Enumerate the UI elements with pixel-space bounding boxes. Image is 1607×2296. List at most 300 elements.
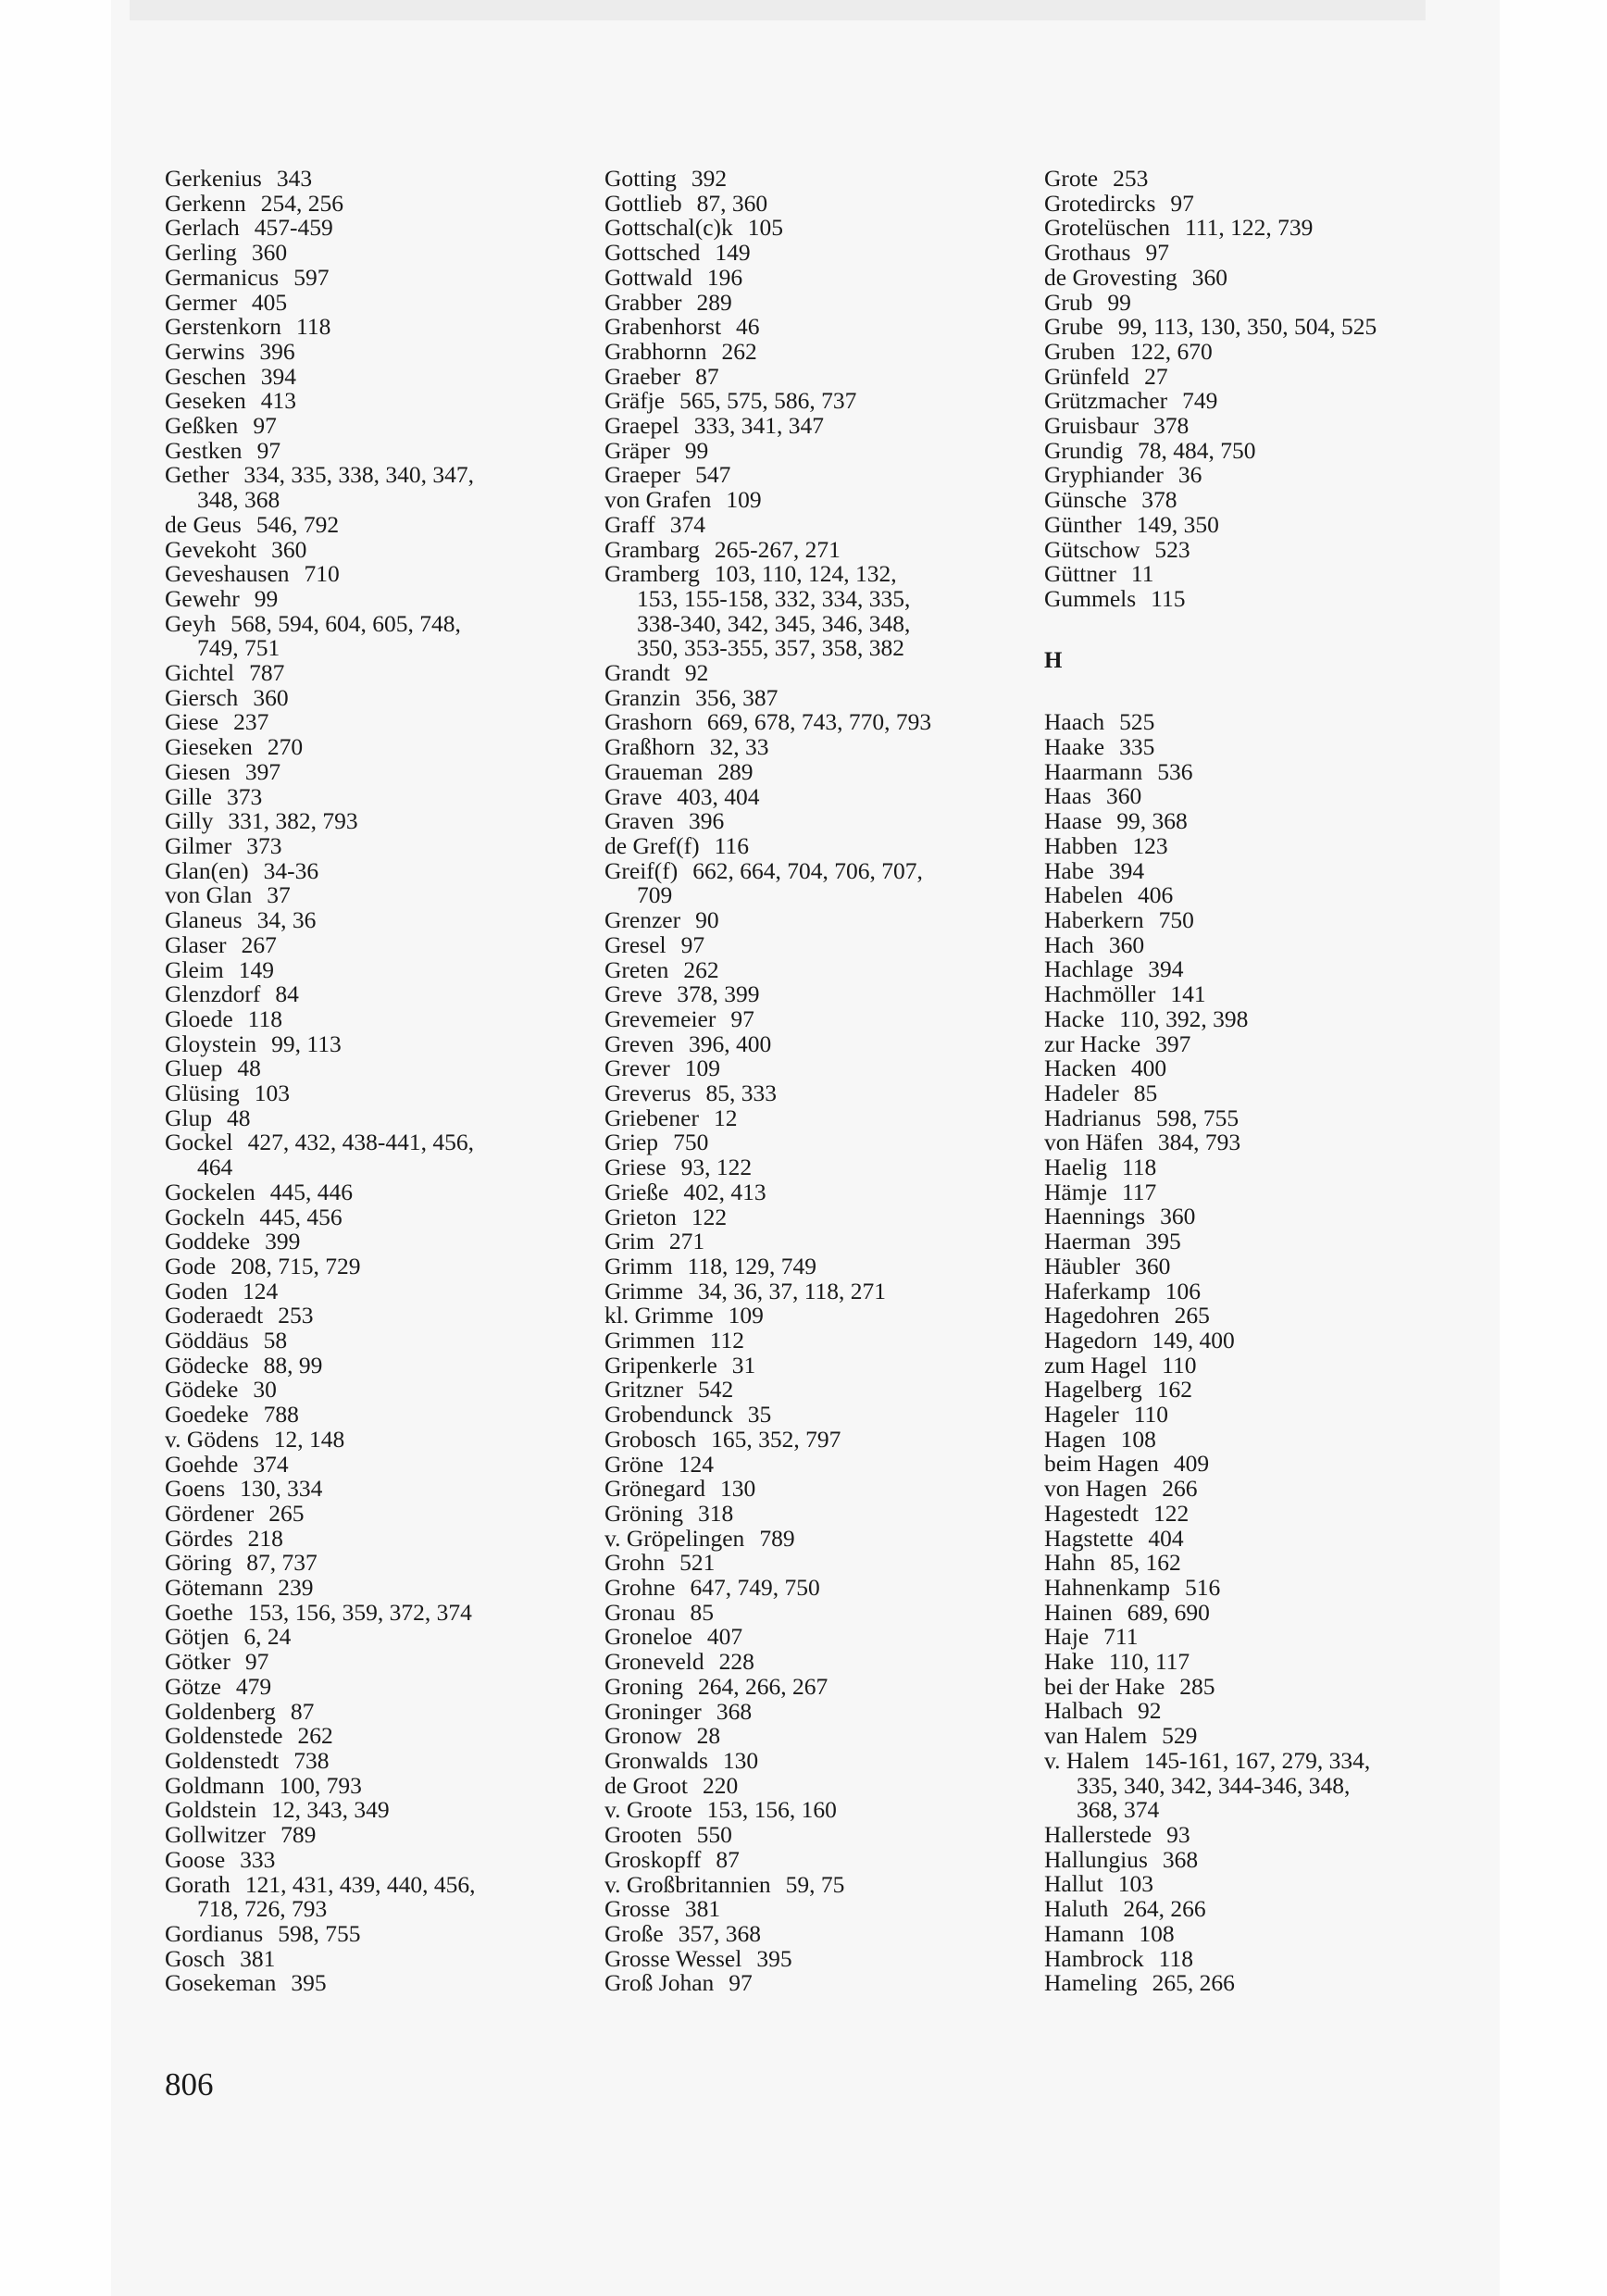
entry-page-refs: 331, 382, 793	[228, 807, 358, 835]
entry-name: Groneveld	[604, 1648, 704, 1676]
index-entry	[604, 167, 1012, 192]
index-entry	[1044, 510, 1451, 538]
index-entry	[604, 710, 1012, 735]
entry-name: Gräfje	[604, 387, 666, 415]
entry-page-refs: 145-161, 167, 279, 334,	[1143, 1746, 1371, 1774]
entry-name: Gronau	[604, 1598, 676, 1626]
entry-name: Häubler	[1044, 1252, 1121, 1279]
index-entry	[604, 436, 1012, 464]
entry-page-refs: 360	[1191, 263, 1228, 291]
index-entry	[1044, 1872, 1451, 1897]
index-entry	[1044, 1254, 1451, 1279]
entry-page-refs: 403, 404	[677, 782, 760, 810]
entry-page-refs: 407	[706, 1623, 743, 1651]
entry-name: Goldenstedt	[165, 1747, 280, 1774]
index-entry	[604, 1229, 1012, 1254]
entry-name: Götjen	[165, 1623, 230, 1651]
index-entry	[165, 1029, 572, 1057]
entry-page-refs: 196	[706, 263, 743, 291]
entry-page-refs: 521	[679, 1549, 716, 1577]
index-entry	[1044, 905, 1451, 933]
entry-name: Grobosch	[604, 1425, 697, 1453]
index-entry	[604, 263, 1012, 291]
index-entry	[1044, 1326, 1451, 1354]
index-entry	[165, 1351, 572, 1379]
index-entry	[604, 856, 1012, 909]
index-entry	[165, 535, 572, 563]
entry-name: Gloede	[165, 1004, 233, 1032]
index-entry	[1044, 1081, 1451, 1106]
index-entry	[1044, 1699, 1451, 1724]
entry-name: Goddeke	[165, 1228, 251, 1255]
entry-page-refs: 11	[1130, 560, 1154, 588]
index-entry	[1044, 1524, 1451, 1552]
entry-page-refs: 479	[235, 1672, 272, 1700]
index-entry	[604, 1598, 1012, 1626]
index-entry	[165, 1576, 572, 1601]
entry-name: Hahnenkamp	[1044, 1573, 1170, 1601]
entry-page-refs: 87	[290, 1697, 315, 1725]
index-entry	[165, 1771, 572, 1799]
index-entry	[165, 1944, 572, 1972]
entry-name: Gerkenius	[165, 165, 262, 192]
entry-page-refs: 99	[684, 436, 709, 464]
entry-name: Grobendunck	[604, 1401, 733, 1429]
entry-page-refs: 360	[271, 535, 307, 563]
entry-page-refs: 141	[1170, 980, 1206, 1008]
entry-name: Hagedohren	[1044, 1302, 1160, 1329]
index-entry	[165, 883, 572, 908]
entry-name: Göddäus	[165, 1327, 249, 1354]
index-entry	[165, 241, 572, 266]
index-entry	[165, 510, 572, 538]
index-entry	[165, 1378, 572, 1403]
entry-name: Götze	[165, 1672, 221, 1700]
entry-page-refs: 396	[689, 807, 725, 835]
entry-page-refs: 103	[254, 1079, 291, 1107]
entry-name: Gockelen	[165, 1178, 255, 1205]
entry-name: Gleim	[165, 955, 224, 983]
entry-name: Gröning	[604, 1499, 683, 1527]
entry-name: Grever	[604, 1054, 670, 1082]
entry-page-refs-continued: 350, 353-355, 357, 358, 382	[637, 634, 904, 662]
entry-name: Grotelüschen	[1044, 214, 1170, 242]
entry-name: Gieseken	[165, 733, 253, 761]
entry-page-refs: 124	[242, 1277, 279, 1304]
entry-page-refs: 97	[680, 930, 705, 958]
index-entry	[165, 809, 572, 834]
entry-page-refs: 356, 387	[695, 683, 779, 711]
entry-page-refs: 565, 575, 586, 737	[679, 387, 857, 415]
entry-name: Glaneus	[165, 906, 243, 934]
index-entry	[604, 1576, 1012, 1601]
index-entry	[604, 1477, 1012, 1502]
entry-name: Gresel	[604, 930, 666, 958]
index-entry	[165, 1329, 572, 1354]
index-entry	[1044, 1229, 1451, 1254]
entry-name: Haberkern	[1044, 905, 1144, 933]
index-entry	[1044, 584, 1451, 612]
index-entry	[1044, 784, 1451, 809]
entry-page-refs: 262	[297, 1722, 333, 1750]
index-entry	[1044, 1180, 1451, 1205]
entry-page-refs: 84	[275, 980, 299, 1008]
entry-name: Hadeler	[1044, 1079, 1119, 1106]
entry-page-refs: 523	[1154, 535, 1190, 563]
entry-page-refs: 85	[1133, 1079, 1158, 1106]
entry-page-refs: 335	[1119, 733, 1155, 761]
entry-name: Große	[604, 1919, 664, 1947]
index-entry	[1044, 831, 1451, 859]
entry-name: Grimme	[604, 1277, 683, 1304]
entry-name: Glenzdorf	[165, 980, 261, 1008]
entry-page-refs: 394	[260, 362, 297, 390]
entry-page-refs: 31	[731, 1351, 756, 1379]
entry-page-refs: 162	[1156, 1376, 1192, 1404]
index-entry	[604, 1081, 1012, 1106]
index-entry	[1044, 1279, 1451, 1304]
index-entry	[604, 735, 1012, 760]
entry-name: Goedeke	[165, 1401, 249, 1429]
entry-name: Glüsing	[165, 1079, 240, 1107]
entry-page-refs: 289	[696, 288, 732, 316]
index-entry	[604, 661, 1012, 686]
index-entry	[604, 463, 1012, 488]
entry-page-refs: 318	[698, 1499, 734, 1527]
index-entry	[1044, 362, 1451, 390]
index-entry	[604, 1650, 1012, 1675]
entry-page-refs: 220	[702, 1771, 739, 1799]
entry-name: Goehde	[165, 1450, 239, 1478]
entry-name: Grünfeld	[1044, 362, 1130, 390]
entry-page-refs: 265	[1174, 1302, 1210, 1329]
entry-page-refs: 90	[695, 906, 719, 934]
index-entry	[165, 856, 572, 884]
entry-name: Hambrock	[1044, 1944, 1144, 1972]
entry-page-refs: 122	[691, 1203, 728, 1230]
entry-name: Gilmer	[165, 831, 232, 859]
index-entry	[604, 1625, 1012, 1650]
entry-name: Goens	[165, 1475, 226, 1503]
entry-name: Greverus	[604, 1079, 691, 1107]
entry-name: Grönegard	[604, 1475, 706, 1503]
entry-page-refs: 99, 368	[1116, 807, 1188, 835]
entry-name: Gottwald	[604, 263, 692, 291]
entry-name: von Grafen	[604, 486, 712, 514]
entry-page-refs: 116	[714, 831, 749, 859]
entry-name: Hacke	[1044, 1004, 1105, 1032]
entry-page-refs: 397	[1155, 1029, 1191, 1057]
entry-name: Gritzner	[604, 1376, 683, 1404]
index-entry	[165, 1724, 572, 1749]
index-entry	[165, 1697, 572, 1725]
entry-name: von Häfen	[1044, 1129, 1143, 1156]
index-entry	[1044, 1425, 1451, 1453]
entry-page-refs: 536	[1157, 757, 1193, 785]
index-entry	[165, 562, 572, 587]
index-entry	[604, 488, 1012, 513]
index-entry	[604, 831, 1012, 859]
index-entry	[1044, 1378, 1451, 1403]
index-entry	[1044, 1204, 1451, 1229]
index-entry	[1044, 463, 1451, 488]
entry-name: Graeper	[604, 461, 681, 489]
entry-page-refs: 789	[280, 1821, 317, 1849]
entry-name: Goldstein	[165, 1796, 257, 1824]
entry-page-refs-continued: 368, 374	[1077, 1796, 1160, 1824]
index-entry	[1044, 710, 1451, 735]
index-entry	[165, 1625, 572, 1650]
entry-name: Hach	[1044, 930, 1094, 958]
scan-top-edge	[130, 0, 1426, 20]
entry-page-refs: 48	[237, 1054, 261, 1082]
entry-name: Gottlieb	[604, 189, 682, 217]
entry-name: Goldenberg	[165, 1697, 276, 1725]
entry-name: Hadrianus	[1044, 1104, 1141, 1131]
entry-name: Gottschal(c)k	[604, 214, 733, 242]
entry-page-refs: 378	[1152, 412, 1190, 440]
entry-page-refs: 111, 122, 739	[1184, 214, 1314, 242]
entry-page-refs: 122, 670	[1129, 337, 1213, 365]
entry-name: Graueman	[604, 757, 704, 785]
entry-name: Hagedorn	[1044, 1326, 1138, 1354]
entry-name: Groneloe	[604, 1623, 692, 1651]
entry-page-refs: 568, 594, 604, 605, 748,	[230, 609, 461, 637]
entry-page-refs: 6, 24	[243, 1623, 292, 1651]
entry-name: Grabenhorst	[604, 313, 722, 341]
entry-name: bei der Hake	[1044, 1672, 1165, 1700]
entry-page-refs: 103, 110, 124, 132,	[714, 560, 897, 588]
index-entry	[604, 1106, 1012, 1131]
entry-name: v. Gödens	[165, 1425, 259, 1453]
index-entry	[604, 1524, 1012, 1552]
index-entry	[604, 1378, 1012, 1403]
entry-page-refs: 78, 484, 750	[1138, 436, 1256, 464]
entry-name: Grooten	[604, 1821, 682, 1849]
entry-name: Gordianus	[165, 1919, 264, 1947]
entry-page-refs: 378, 399	[677, 980, 760, 1008]
index-entry	[165, 1056, 572, 1081]
index-entry	[604, 1450, 1012, 1478]
entry-name: Geschen	[165, 362, 246, 390]
entry-name: Hagelberg	[1044, 1376, 1142, 1404]
entry-name: Haferkamp	[1044, 1277, 1151, 1304]
entry-page-refs: 237	[233, 708, 269, 736]
index-column-2	[604, 167, 1012, 1996]
entry-name: Gockeln	[165, 1203, 245, 1230]
entry-name: Goden	[165, 1277, 228, 1304]
entry-page-refs: 368	[716, 1697, 753, 1725]
entry-page-refs: 123	[1132, 831, 1168, 859]
entry-name: Grabhornn	[604, 337, 707, 365]
entry-page-refs: 395	[756, 1944, 792, 1972]
entry-page-refs: 662, 664, 704, 706, 707,	[692, 856, 923, 884]
entry-page-refs: 85, 333	[705, 1079, 777, 1107]
index-entry	[165, 1180, 572, 1205]
entry-page-refs: 153, 156, 359, 372, 374	[247, 1598, 472, 1626]
entry-page-refs: 93	[1166, 1821, 1190, 1848]
entry-name: Götker	[165, 1648, 230, 1676]
index-entry	[165, 1081, 572, 1106]
entry-name: Gosch	[165, 1944, 226, 1972]
entry-name: Götemann	[165, 1574, 264, 1602]
entry-name: Gosekeman	[165, 1969, 277, 1997]
index-entry	[165, 683, 572, 711]
entry-name: Gerstenkorn	[165, 313, 282, 341]
entry-page-refs: 97	[244, 1648, 269, 1676]
index-entry	[1044, 288, 1451, 316]
entry-name: Goethe	[165, 1598, 233, 1626]
index-entry	[165, 710, 572, 735]
entry-page-refs: 59, 75	[785, 1870, 845, 1898]
index-entry	[604, 535, 1012, 563]
entry-name: Grieße	[604, 1178, 669, 1205]
index-entry	[1044, 1499, 1451, 1527]
index-entry	[604, 1329, 1012, 1354]
entry-name: Grimm	[604, 1252, 673, 1279]
index-entry	[165, 216, 572, 241]
entry-page-refs: 108	[1120, 1425, 1156, 1453]
index-entry	[165, 1450, 572, 1478]
entry-page-refs: 36	[1177, 461, 1202, 489]
entry-name: Gockel	[165, 1129, 233, 1156]
entry-name: Hainen	[1044, 1598, 1113, 1626]
index-entry	[1044, 535, 1451, 563]
index-entry	[165, 1823, 572, 1848]
entry-page-refs: 32, 33	[709, 733, 769, 761]
entry-page-refs: 265-267, 271	[714, 535, 841, 563]
entry-page-refs: 115	[1151, 584, 1186, 612]
entry-name: Gummels	[1044, 584, 1137, 612]
index-entry	[604, 1919, 1012, 1947]
entry-name: Grieton	[604, 1203, 677, 1230]
entry-name: Grote	[1044, 165, 1099, 192]
index-entry	[604, 1551, 1012, 1576]
index-entry	[1044, 1971, 1451, 1996]
index-entry	[165, 782, 572, 810]
index-entry	[604, 189, 1012, 217]
entry-name: Grambarg	[604, 535, 700, 563]
entry-page-refs: 87, 737	[246, 1549, 318, 1577]
entry-page-refs: 395	[291, 1969, 327, 1997]
entry-name: Gichtel	[165, 659, 235, 687]
entry-page-refs: 117	[1121, 1178, 1157, 1205]
index-entry	[604, 1870, 1012, 1898]
entry-name: Grashorn	[604, 708, 692, 736]
entry-page-refs: 265, 266	[1152, 1969, 1235, 1997]
index-entry	[1044, 1477, 1451, 1502]
entry-page-refs: 546, 792	[255, 510, 340, 538]
index-entry	[1044, 1746, 1451, 1824]
entry-name: Geseken	[165, 387, 246, 415]
entry-name: Gollwitzer	[165, 1821, 267, 1849]
entry-page-refs: 153, 156, 160	[706, 1796, 837, 1824]
entry-name: de Grovesting	[1044, 263, 1177, 291]
index-entry	[604, 982, 1012, 1007]
entry-page-refs: 118	[1158, 1944, 1193, 1972]
index-entry	[604, 1029, 1012, 1057]
entry-name: Hallerstede	[1044, 1821, 1152, 1848]
entry-name: Graeber	[604, 362, 681, 390]
entry-name: Gille	[165, 782, 212, 810]
entry-page-refs: 103	[1117, 1870, 1153, 1898]
index-entry	[604, 1845, 1012, 1873]
entry-page-refs: 333, 341, 347	[693, 412, 824, 440]
index-entry	[165, 1425, 572, 1453]
entry-name: kl. Grimme	[604, 1302, 714, 1329]
entry-name: Gryphiander	[1044, 461, 1164, 489]
entry-name: Grundig	[1044, 436, 1123, 464]
entry-name: Hagen	[1044, 1425, 1106, 1453]
index-entry	[1044, 1944, 1451, 1972]
entry-page-refs: 360	[1108, 930, 1145, 958]
entry-page-refs: 445, 446	[269, 1178, 353, 1205]
entry-page-refs: 118	[1121, 1154, 1157, 1181]
entry-page-refs: 48	[227, 1104, 251, 1131]
entry-name: Glaser	[165, 930, 227, 958]
entry-page-refs: 12, 148	[273, 1425, 345, 1453]
entry-page-refs: 427, 432, 438-441, 456,	[247, 1129, 475, 1156]
index-entry	[165, 414, 572, 439]
index-entry	[604, 562, 1012, 661]
index-entry	[1044, 337, 1451, 365]
entry-name: Glan(en)	[165, 856, 249, 884]
entry-name: Günther	[1044, 510, 1122, 538]
entry-page-refs: 265	[268, 1499, 305, 1527]
entry-page-refs: 547	[695, 461, 731, 489]
index-entry	[165, 1004, 572, 1032]
index-entry	[604, 908, 1012, 933]
entry-page-refs: 710	[304, 560, 340, 588]
entry-page-refs: 266	[1162, 1475, 1198, 1503]
entry-name: Gördes	[165, 1524, 233, 1552]
entry-name: van Halem	[1044, 1722, 1148, 1750]
index-entry	[165, 263, 572, 291]
entry-name: Haelig	[1044, 1154, 1107, 1181]
entry-page-refs: 112	[709, 1327, 745, 1354]
entry-name: Geveshausen	[165, 560, 290, 588]
entry-page-refs: 106	[1165, 1277, 1201, 1304]
index-entry	[604, 1425, 1012, 1453]
entry-page-refs: 400	[1130, 1054, 1167, 1082]
entry-name: v. Gröpelingen	[604, 1524, 745, 1552]
entry-name: Germer	[165, 288, 237, 316]
entry-page-refs: 598, 755	[278, 1919, 361, 1947]
entry-page-refs: 374	[253, 1450, 289, 1478]
entry-page-refs: 27	[1144, 362, 1168, 390]
index-entry	[165, 436, 572, 464]
entry-page-refs: 381	[240, 1944, 276, 1972]
entry-page-refs: 750	[673, 1129, 709, 1156]
index-entry	[165, 1749, 572, 1774]
entry-page-refs: 368	[1162, 1845, 1199, 1873]
entry-name: Hake	[1044, 1648, 1094, 1676]
entry-name: Goose	[165, 1845, 226, 1873]
entry-name: Groß Johan	[604, 1969, 715, 1997]
entry-page-refs: 267	[241, 930, 277, 958]
index-entry	[165, 1229, 572, 1254]
entry-name: Gramberg	[604, 560, 700, 588]
entry-page-refs: 285	[1179, 1672, 1215, 1700]
entry-name: Griep	[604, 1129, 659, 1156]
entry-page-refs: 402, 413	[683, 1178, 766, 1205]
index-entry	[1044, 1823, 1451, 1848]
index-entry	[165, 609, 572, 662]
entry-page-refs: 149	[715, 239, 751, 267]
index-entry	[1044, 1056, 1451, 1081]
entry-name: Gottsched	[604, 239, 701, 267]
entry-name: v. Großbritannien	[604, 1870, 771, 1898]
